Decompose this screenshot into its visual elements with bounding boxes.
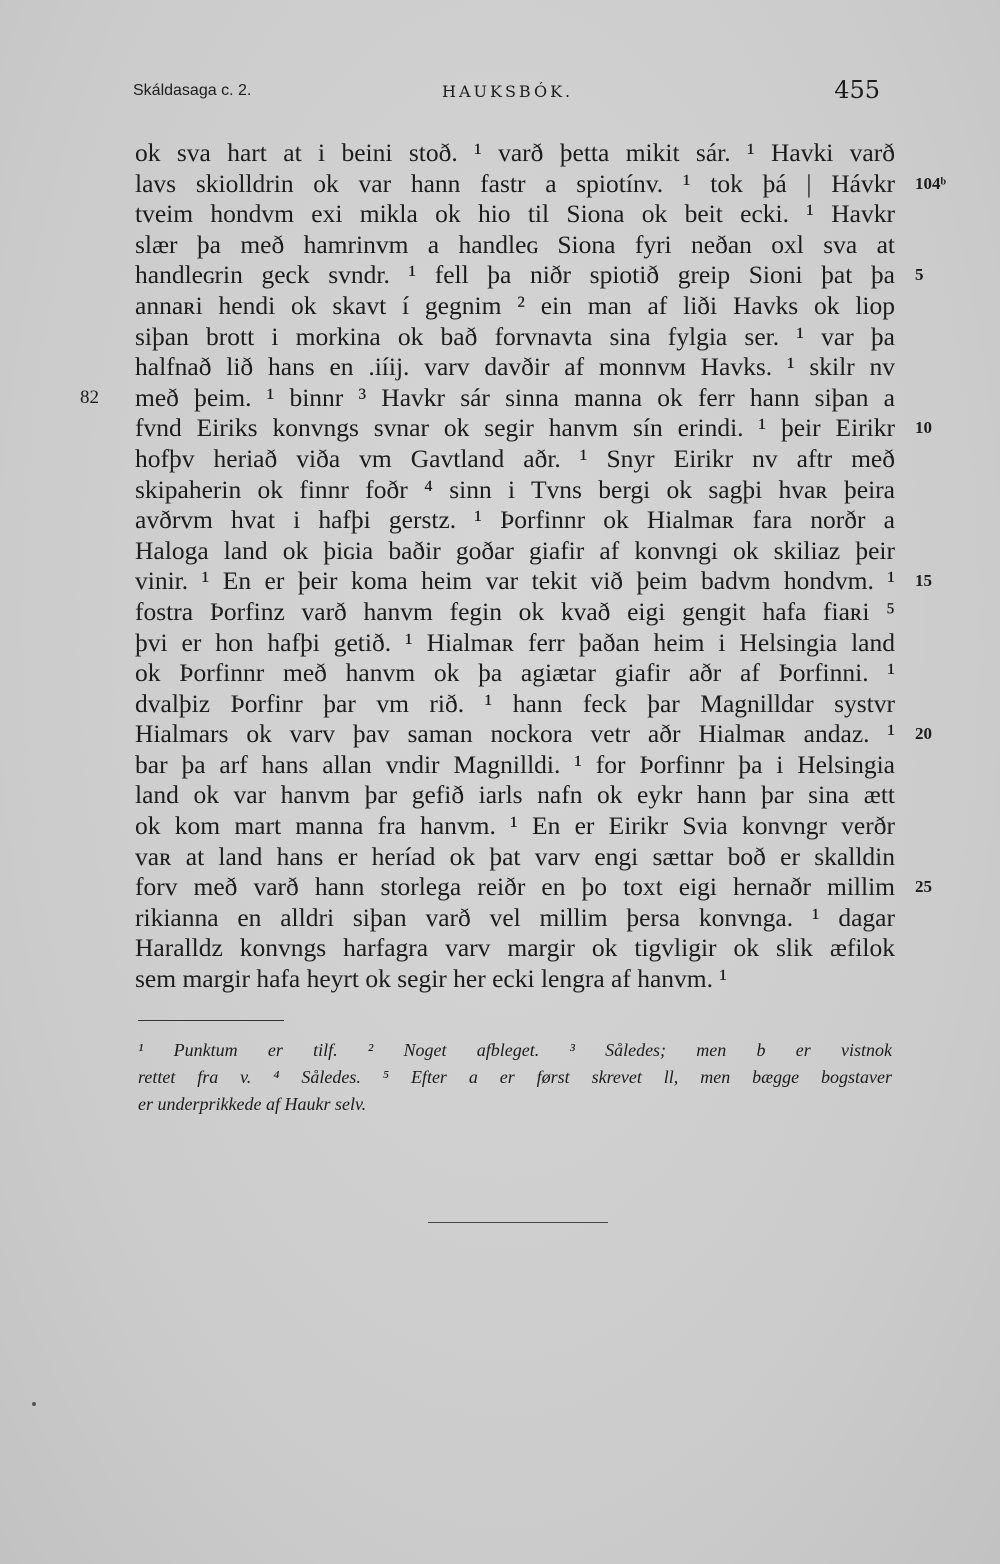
line-number: 25 (915, 877, 932, 897)
text-line: dvalþiz Þorfinr þar vm rið. ¹ hann feck þar Magnilldar systvr (135, 688, 895, 718)
show-through-rule (428, 1222, 608, 1223)
text-line: fostra Þorfinz varð hanvm fegin ok kvað eigi gengit hafa fiaʀi ⁵ (135, 596, 895, 626)
page-ref-marker: 82 (80, 386, 99, 408)
text-line: 82 með þeim. ¹ binnr ³ Havkr sár sinna manna ok ferr hann siþan a (80, 382, 895, 412)
text-line: lavs skiolldrin ok var hann fastr a spiotínv. ¹ tok þá | Hávkr 104ᵇ (135, 168, 947, 198)
text-line: sem margir hafa heyrt ok segir her ecki lengra af hanvm. ¹ (135, 964, 728, 994)
line-number: 20 (915, 724, 932, 744)
paper-speck (32, 1402, 36, 1406)
text-line: skipaherin ok finnr foðr ⁴ sinn i Tvns bergi ok sagþi hvaʀ þeira (135, 474, 895, 504)
text-line: fvnd Eiriks konvngs svnar ok segir hanvm sín erindi. ¹ þeir Eirikr 10 (135, 413, 932, 443)
text-line: ok sva hart at i beini stoð. ¹ varð þetta mikit sár. ¹ Havki varð (135, 138, 895, 167)
running-head-section: Skáldasaga c. 2. (133, 82, 252, 99)
text-line: slær þa með hamrinvm a handleɢ Siona fyri neðan oxl sva at (135, 229, 895, 259)
folio-marker: 104ᵇ (915, 173, 947, 193)
footnote-line: er underprikkede af Haukr selv. (138, 1094, 367, 1114)
main-text (80, 138, 947, 995)
text-line: Hialmars ok varv þav saman nockora vetr aðr Hialmaʀ andaz. ¹ 20 (135, 719, 932, 749)
text-line: bar þa arf hans allan vndir Magnilldi. ¹ for Þorfinnr þa i Helsingia (135, 749, 895, 779)
text-line: vinir. ¹ En er þeir koma heim var tekit við þeim badvm hondvm. ¹ 15 (135, 566, 932, 596)
footnote-divider (138, 1020, 284, 1021)
text-line: land ok var hanvm þar gefið iarls nafn ok eykr hann þar sina ætt (135, 780, 895, 810)
text-line: handleɢrin geck svndr. ¹ fell þa niðr spiotið greip Sioni þat þa 5 (135, 260, 924, 290)
text-line: ok kom mart manna fra hanvm. ¹ En er Eirikr Svia konvngr verðr (135, 811, 895, 841)
text-line: vaʀ at land hans er heríad ok þat varv engi sættar boð er skalldin (135, 841, 895, 871)
text-line: siþan brott i morkina ok bað forvnavta sina fylgia ser. ¹ var þa (135, 321, 895, 351)
text-line: avðrvm hvat i hafþi gerstz. ¹ Þorfinnr ok Hialmaʀ fara norðr a (135, 505, 895, 535)
text-line: annaʀi hendi ok skavt í gegnim ² ein man af liði Havks ok liop (135, 290, 895, 320)
text-line: halfnað lið hans en .iíij. varv davðir af monnvᴍ Havks. ¹ skilr nv (135, 352, 895, 382)
text-line: Haloga land ok þiɢia baðir goðar giafir af konvngi ok skiliaz þeir (135, 535, 895, 565)
page-number: 455 (834, 76, 880, 104)
footnote-line: rettet fra v. ⁴ Således. ⁵ Efter a er først skrevet ll, men bægge bogstaver (138, 1067, 892, 1087)
text-line: þvi er hon hafþi getið. ¹ Hialmaʀ ferr þaðan heim i Helsingia land (135, 627, 895, 657)
text-line: hofþv heriað viða vm Gavtland aðr. ¹ Snyr Eirikr nv aftr með (135, 443, 895, 473)
text-line: tveim hondvm exi mikla ok hio til Siona ok beit ecki. ¹ Havkr (135, 199, 895, 229)
running-head-title: HAUKSBÓK. (442, 82, 574, 101)
text-line: forv með varð hann storlega reiðr en þo toxt eigi hernaðr millim 25 (135, 872, 932, 902)
line-number: 15 (915, 571, 932, 591)
footnote-line: ¹ Punktum er tilf. ² Noget afbleget. ³ Således; men b er vistnok (138, 1040, 892, 1060)
line-number: 5 (915, 265, 924, 285)
footnotes (138, 1037, 892, 1118)
text-line: rikianna en alldri siþan varð vel millim þersa konvnga. ¹ dagar (135, 902, 895, 932)
text-line: Haralldz konvngs harfagra varv margir ok tigvligir ok slik æfilok (135, 933, 895, 963)
text-line: ok Þorfinnr með hanvm ok þa agiætar giafir aðr af Þorfinni. ¹ (135, 658, 895, 688)
line-number: 10 (915, 418, 932, 438)
